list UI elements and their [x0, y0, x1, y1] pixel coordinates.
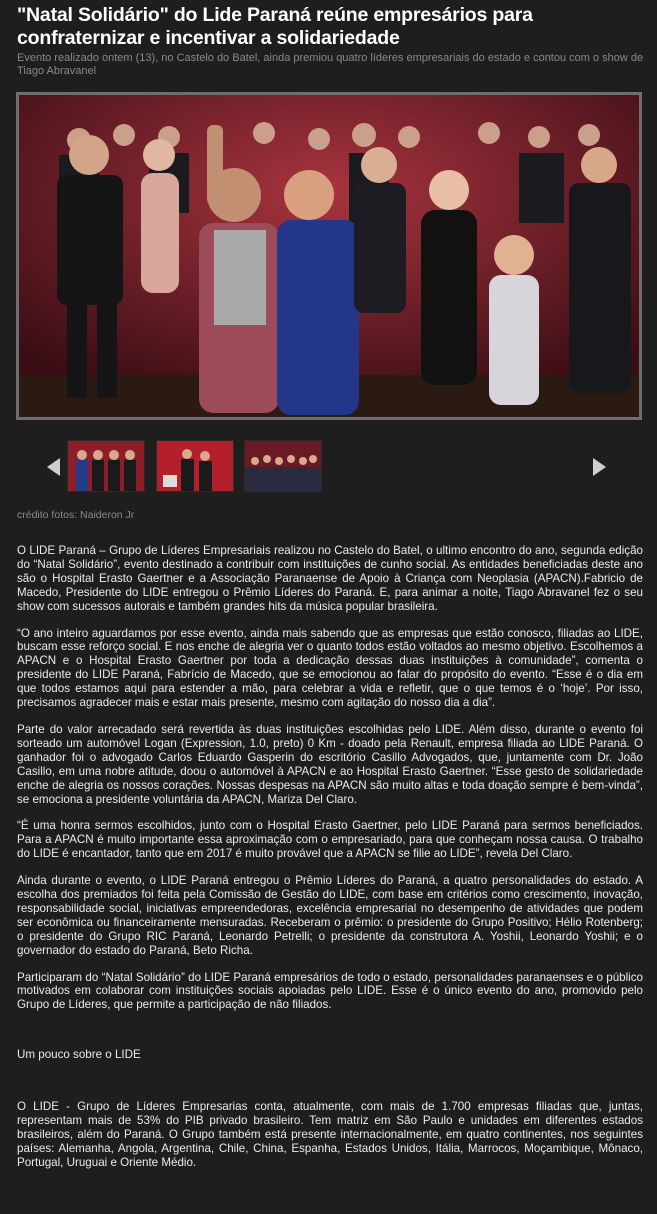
- gallery-thumbnail-3[interactable]: [244, 440, 322, 492]
- article-paragraph: “É uma honra sermos escolhidos, junto com o Hospital Erasto Gaertner, pelo LIDE Paraná para sermos beneficiados. Para a APACN é muito importante essa aproximação com o empresariado, para que conheçam nossa causa. O trabalho do LIDE é encantador, tanto que em 2017 é muito provável que a APACN se filie ao LIDE”, revela Del Claro.: [17, 819, 643, 861]
- article-paragraph: “O ano inteiro aguardamos por esse evento, ainda mais sabendo que as empresas que estão conosco, filiadas ao LIDE, buscam esse reforço social. E nos enche de alegria ver o quanto todos estão voltados ao mesmo objetivo. Escolhemos a APACN e o Hospital Erasto Gaertner por toda a dedicação dessas duas instituições à comunidade”, comenta o presidente do LIDE Paraná, Fabrício de Macedo, que se emocionou ao falar do propósito do evento. “Esse é o dia em que todos estamos aqui para estender a mão, para celebrar a vida e refletir, que o que temos é o ‘hoje’. Por isso, precisamos agradecer mais e estar mais presente, mesmo com agitação do nosso dia a dia”.: [17, 626, 643, 710]
- gallery-next-button[interactable]: [593, 458, 606, 476]
- photo-credit: crédito fotos: Naideron Jr: [17, 509, 135, 521]
- section-heading: Um pouco sobre o LIDE: [17, 1048, 141, 1062]
- article-paragraph: O LIDE Paraná – Grupo de Líderes Empresariais realizou no Castelo do Batel, o ultimo encontro do ano, segunda edição do “Natal Solidário”, evento destinado a contribuir com instituições de cunho social. As entidades beneficiadas deste ano são o Hospital Erasto Gaertner e a Associação Paranaense de Apoio à Criança com Neoplasia (APACN).Fabricio de Macedo, Presidente do LIDE entregou o Prêmio Líderes do Paraná. E, para animar a noite, Tiago Abravanel fez o seu show com sucessos autorais e também grandes hits da música popular brasileira.: [17, 544, 643, 613]
- article-body: [17, 544, 643, 1183]
- award-photo-thumbnail-icon: [157, 441, 233, 491]
- crowd-photo-thumbnail-icon: [245, 441, 321, 491]
- group-photo-thumbnail-icon: [68, 441, 144, 491]
- article-paragraph: Ainda durante o evento, o LIDE Paraná entregou o Prêmio Líderes do Paraná, a quatro personalidades do estado. A escolha dos premiados foi feita pela Comissão de Gestão do LIDE, com base em critérios como crescimento, inovação, responsabilidade social, iniciativas empreendedoras, excelência empresarial no desempenho de atividades que podem ser econômica ou financeiramente mensuradas. Receberam o prêmio: o presidente do Grupo Positivo; Hélio Rotenberg; o presidente do Grupo RIC Paraná, Leonardo Petrelli; o presidente da construtora A. Yoshii, Leonardo Yoshii; e o governador do estado do Paraná, Beto Richa.: [17, 874, 643, 957]
- article-paragraph: Participaram do “Natal Solidário” do LIDE Paraná empresários de todo o estado, personalidades paranaenses e o público motivados em colaborar com instituições sociais apoiadas pelo LIDE. Esse é o único evento do ano, promovido pelo Grupo de Líderes, que permite a participação de não filiados.: [17, 970, 643, 1012]
- event-crowd-illustration: [19, 95, 639, 417]
- article-subtitle: Evento realizado ontem (13), no Castelo do Batel, ainda premiou quatro líderes empresariais do estado e contou com o show de Tiago Abravanel: [17, 52, 644, 77]
- gallery-prev-button[interactable]: [47, 458, 60, 476]
- gallery-thumbnail-1[interactable]: [67, 440, 145, 492]
- closing-paragraph: O LIDE - Grupo de Líderes Empresarias conta, atualmente, com mais de 1.700 empresas filiadas que, juntas, representam mais de 53% do PIB privado brasileiro. Tem matriz em São Paulo e unidades em diferentes estados brasileiros, além do Paraná. O Grupo também está presente internacionalmente, em quatro continentes, nos seguintes países: Alemanha, Angola, Argentina, Chile, China, Espanha, Estados Unidos, Itália, Marrocos, Moçambique, Mônaco, Portugal, Uruguai e Oriente Médio.: [17, 1100, 643, 1169]
- article-title: "Natal Solidário" do Lide Paraná reúne empresários para confraternizar e incentivar a solidariedade: [17, 4, 533, 49]
- main-event-photo: [16, 92, 642, 420]
- gallery-thumbnail-2[interactable]: [156, 440, 234, 492]
- article-paragraph: Parte do valor arrecadado será revertida às duas instituições escolhidas pelo LIDE. Além disso, durante o evento foi sorteado um automóvel Logan (Expression, 1.0, preto) 0 Km - doado pela Renault, empresa filiada ao LIDE Paraná. O ganhador foi o advogado Carlos Eduardo Gasperin do escritório Casillo Advogados, que, juntamente com Dr. João Casillo, em uma nobre atitude, doou o automóvel à APACN e ao Hospital Erasto Gaertner. “Esse gesto de solidariedade enche de alegria os nossos corações. Nossas despesas na APACN são muito altas e toda doação sempre é bem-vinda”, se emociona a presidente voluntária da APACN, Mariza Del Claro.: [17, 722, 643, 806]
